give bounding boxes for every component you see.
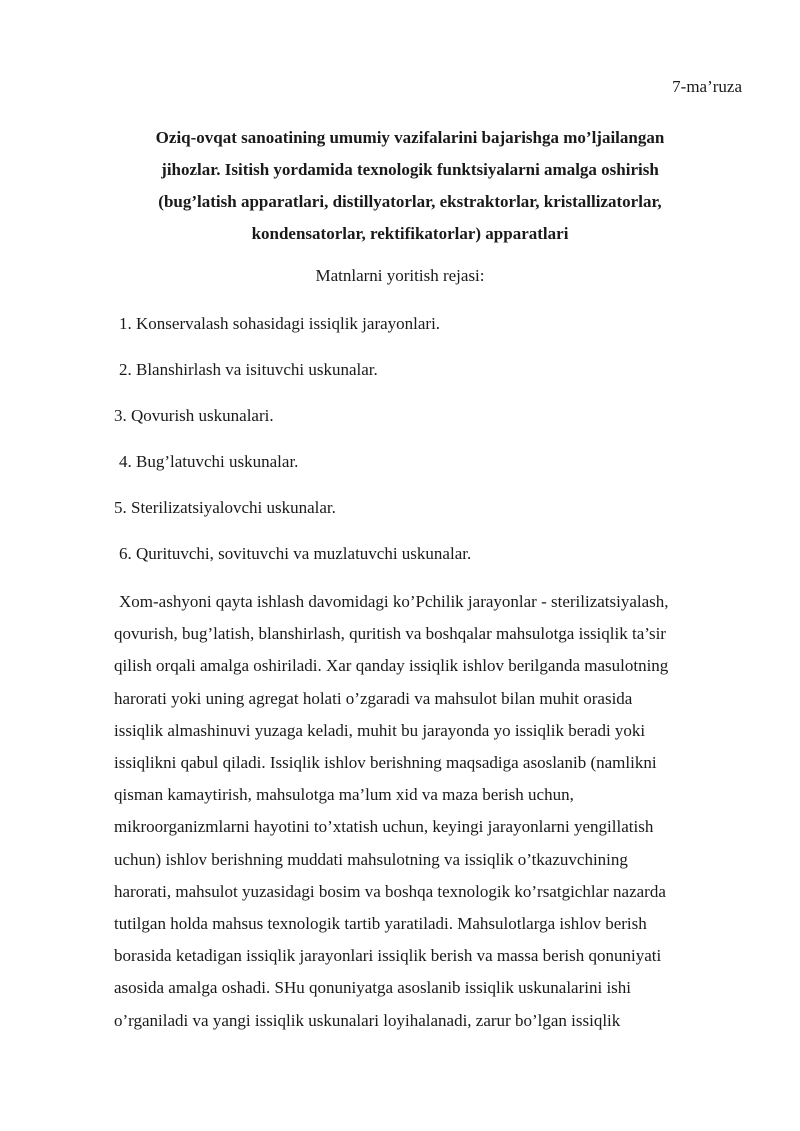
plan-heading: Matnlarni yoritish rejasi: — [315, 266, 485, 285]
body-line: qilish orqali amalga oshiriladi. Xar qanday issiqlik ishlov berilganda masulotning — [114, 656, 669, 676]
plan-item: 2. Blanshirlash va isituvchi uskunalar. — [119, 360, 378, 379]
body-line: uchun) ishlov berishning muddati mahsulotning va issiqlik o’tkazuvchining — [114, 849, 628, 869]
plan-item: 3. Qovurish uskunalari. — [114, 406, 274, 425]
body-line: o’rganiladi va yangi issiqlik uskunalari loyihalanadi, zarur bo’lgan issiqlik — [114, 1010, 621, 1030]
plan-item: 5. Sterilizatsiyalovchi uskunalar. — [114, 498, 336, 517]
body-line: qovurish, bug’latish, blanshirlash, quritish va boshqalar mahsulotga issiqlik ta’sir — [114, 624, 666, 644]
lecture-number: 7-ma’ruza — [672, 77, 742, 96]
title-line: Oziq-ovqat sanoatining umumiy vazifalarini bajarishga mo’ljailangan — [155, 128, 665, 147]
body-line: mikroorganizmlarni hayotini to’xtatish uchun, keyingi jarayonlarni yengillatish — [114, 817, 654, 837]
lecture-title — [100, 122, 720, 250]
plan-item: 4. Bug’latuvchi uskunalar. — [119, 452, 299, 471]
plan-item: 1. Konservalash sohasidagi issiqlik jarayonlari. — [119, 314, 441, 333]
body-line: harorati yoki uning agregat holati o’zgaradi va mahsulot bilan muhit orasida — [114, 688, 633, 708]
body-line: qisman kamaytirish, mahsulotga ma’lum xid va maza berish uchun, — [114, 785, 574, 805]
body-line: issiqlikni qabul qiladi. Issiqlik ishlov berishning maqsadiga asoslanib (namlikni — [114, 753, 657, 773]
plan-item: 6. Qurituvchi, sovituvchi va muzlatuvchi uskunalar. — [119, 544, 472, 563]
body-line: borasida ketadigan issiqlik jarayonlari issiqlik berish va massa berish qonuniyati — [114, 946, 662, 966]
body-line: Xom-ashyoni qayta ishlash davomidagi ko’Pchilik jarayonlar - sterilizatsiyalash, — [119, 592, 669, 611]
title-line: (bug’latish apparatlari, distillyatorlar, ekstraktorlar, kristallizatorlar, — [158, 192, 662, 211]
body-line: harorati, mahsulot yuzasidagi bosim va boshqa texnologik ko’rsatgichlar nazarda — [114, 881, 666, 901]
body-line: asosida amalga oshadi. SHu qonuniyatga asoslanib issiqlik uskunalarini ishi — [114, 978, 632, 998]
body-paragraph — [114, 586, 754, 1037]
body-line: tutilgan holda mahsus texnologik tartib yaratiladi. Mahsulotlarga ishlov berish — [114, 914, 647, 934]
body-line: issiqlik almashinuvi yuzaga keladi, muhit bu jarayonda yo issiqlik beradi yoki — [114, 720, 646, 740]
title-line: jihozlar. Isitish yordamida texnologik funktsiyalarni amalga oshirish — [161, 160, 659, 179]
title-line: kondensatorlar, rektifikatorlar) apparatlari — [251, 224, 569, 243]
